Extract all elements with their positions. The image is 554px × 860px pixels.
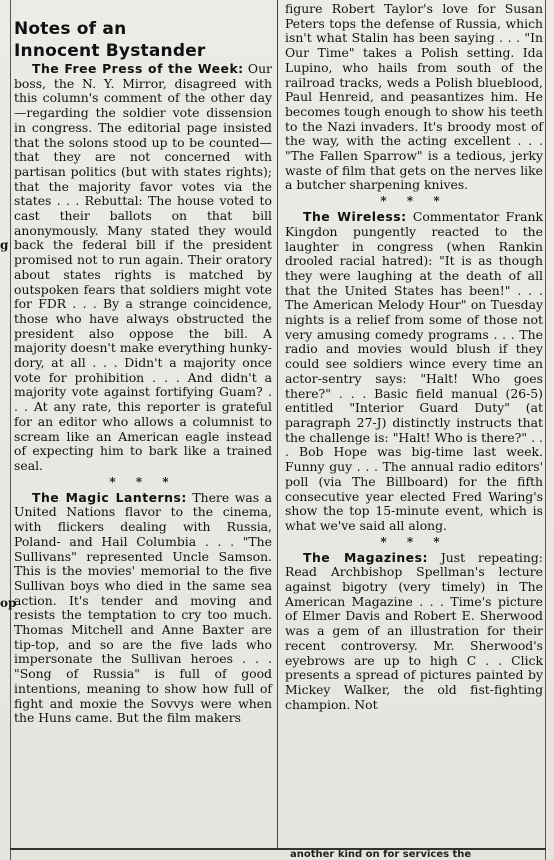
section-kicker: The Free Press of the Week: <box>32 61 244 76</box>
article-section-continued <box>285 2 543 193</box>
section-body: Just repeating: Read Archbishop Spellman's lecture against bigotry (very timely) in The American Magazine . . . Time's picture of Elmer Davis and Robert E. Sherwood was a gem of an illustration for their recent controversy. Mr. Sherwood's eyebrows are up to high C . . Click presents a spread of pictures painted by Mickey Walker, the old fist-fighting champion. Not <box>285 549 543 712</box>
section-kicker: The Magic Lanterns: <box>32 489 187 505</box>
cut-off-text: another kind on for services the <box>290 849 472 860</box>
section-body: Commentator Frank Kingdon pungently reacted to the laughter in congress (when Rankin drooled racial hatred): "It is as though they were laughing at the death of all that the United States has been!" . . . The American Melody Hour" on Tuesday nights is a relief from some of those not very amusing comedy programs . . . The radio and movies would blush if they could see soldiers wince every time an actor-sentry says: "Halt! Who goes there?" . . . Basic field manual (26-5) entitled "Interior Guard Duty" (at paragraph 27-J) distinctly instructs that the challenge is: "Halt! Who is there?" . . . Bob Hope was big-time last week. Funny guy . . . The annual radio editors' poll (via The Billboard) for the fifth consecutive year elected Fred Waring's show the top 15-minute event, which is what we've said all along. <box>285 209 543 533</box>
heading-line: Innocent Bystander <box>14 41 206 61</box>
section-divider: * * * <box>380 534 448 549</box>
article-section <box>14 62 272 474</box>
column-divider <box>277 0 278 850</box>
section-divider: * * * <box>380 194 448 209</box>
section-kicker: The Wireless: <box>303 209 407 225</box>
fragment-text: g <box>0 238 9 252</box>
fragment-text: op <box>0 596 17 610</box>
heading-line: Notes of an <box>14 19 127 39</box>
adjacent-column-fragment-left <box>0 0 17 860</box>
section-divider: * * * <box>109 474 177 489</box>
adjacent-column-fragment-right <box>545 0 554 860</box>
column-right <box>285 2 543 712</box>
article-section <box>285 210 543 533</box>
column-left <box>14 2 272 726</box>
section-body: There was a United Nations flavor to the cinema, with flickers dealing with Russia, Poland- and Hail Columbia . . . "The Sullivans" represented Uncle Samson. This is the movies' memorial to the five Sullivan boys who died in the same sea action. It's tender and moving and resists the temptation to cry too much. Thomas Mitchell and Anne Baxter are tip-top, and so are the five lads who impersonate the Sullivan heroes . . . "Song of Russia" is full of good intentions, meaning to show how full of fight and moxie the Sovvys were when the Huns came. But the film makers <box>14 489 272 726</box>
section-body: Our boss, the N. Y. Mirror, disagreed with this column's comment of the other day—regarding the soldier vote dissension in congress. The editorial page insisted that the solons stood up to be counted—that they are not concerned with partisan politics (but with states rights); that the majority favor votes via the states . . . Rebuttal: The house voted to cast their ballots on that bill anonymously. Many stated they would back the federal bill if the president promised not to run again. Their oratory about states rights is matched by outspoken fears that soldiers might vote for FDR . . . By a strange coincidence, those who have always obstructed the president also oppose the bill. A majority doesn't make everything hunky-dory, at all . . . Didn't a majority once vote for prohibition . . . And didn't a majority vote against fortifying Guam? . . . At any rate, this reporter is grateful for an editor who allows a columnist to scream like an American eagle instead of expecting him to bark like a trained seal. <box>14 61 272 473</box>
section-kicker: The Magazines: <box>303 549 428 565</box>
section-body: figure Robert Taylor's love for Susan Peters tops the defense of Russia, which isn't what Stalin has been saying . . . "In Our Time" takes a Polish setting. Ida Lupino, who hails from south of the railroad tracks, weds a Polish blueblood, Paul Henreid, and peasantizes him. He becomes tough enough to show his teeth to the Nazi invaders. It's broody most of the way, with the acting excellent . . . "The Fallen Sparrow" is a tedious, jerky waste of film that gets on the nerves like a butcher sharpening knives. <box>285 1 543 193</box>
article-section <box>14 491 272 726</box>
column-heading <box>14 18 272 62</box>
article-section <box>285 551 543 713</box>
